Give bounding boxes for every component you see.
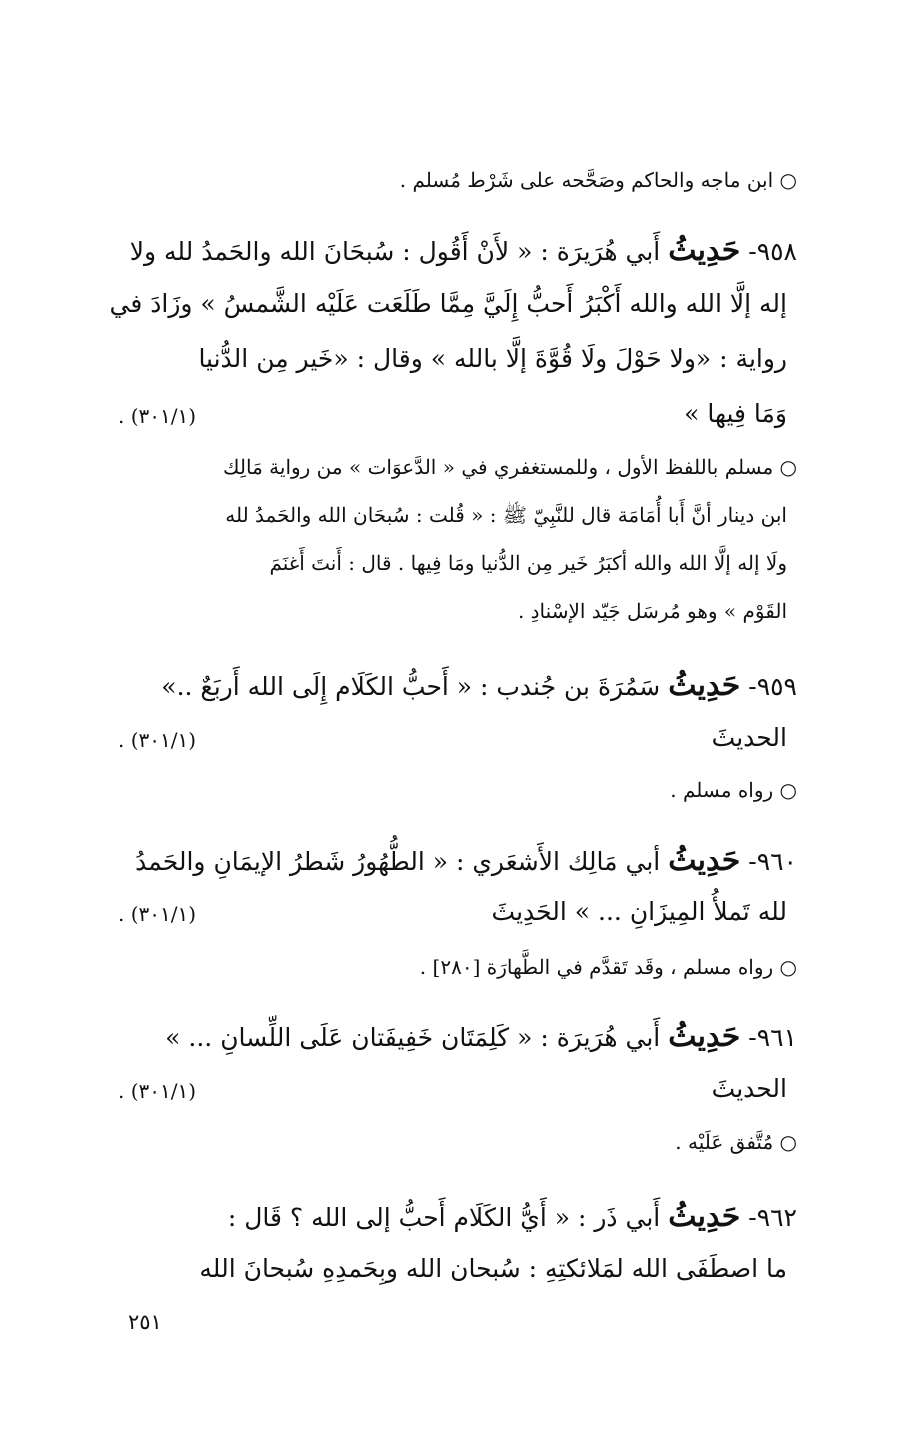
entry-960-ref: (٣٠١/١) .: [118, 902, 197, 926]
hadith-keyword: حَدِيثُ: [668, 233, 741, 268]
entry-958-ref: (٣٠١/١) .: [118, 404, 197, 428]
entry-text: أَبي هُرَيرَة : « كَلِمَتَان خَفِيفَتان عَلَى اللِّسانِ ... »: [165, 1023, 661, 1052]
entry-958-line-3: رواية : «ولا حَوْلَ ولَا قُوَّةَ إلَّا بالله » وقال : «خَير مِن الدُّنيا: [198, 344, 787, 373]
entry-958-line-2: إله إلَّا الله والله أَكْبَرُ أَحبُّ إِلَيَّ مِمَّا طَلَعَت عَلَيْه الشَّمسُ » وزَادَ في: [109, 289, 787, 318]
intro-note: [400, 170, 797, 190]
note-bullet-icon: ○: [773, 455, 797, 479]
entry-958-note-1: ○ مسلم باللفظ الأول ، وللمستغفري في « الدَّعوَات » من رواية مَالِك: [223, 455, 797, 479]
entry-number: ٩٦١-: [748, 1023, 797, 1052]
entry-text: أَبي هُرَيرَة : « لأَنْ أَقُول : سُبحَانَ الله والحَمدُ لله ولا: [129, 237, 661, 266]
entry-958-note-4: القَوْم » وهو مُرسَل جَيّد الإسْنادِ .: [517, 599, 787, 623]
entry-961-note-1: ○ مُتَّفق عَلَيْه .: [675, 1130, 797, 1154]
entry-958-line-1: [129, 233, 797, 268]
page-number: ٢٥١: [128, 1310, 162, 1334]
entry-960-note-1: ○ رواه مسلم ، وقَد تَقدَّم في الطَّهارَة [٢٨٠] .: [419, 955, 797, 979]
note-bullet-icon: ○: [773, 1130, 797, 1154]
entry-961-line-1: [165, 1019, 797, 1054]
entry-text: أبي مَالِك الأَشعَري : « الطُّهُورُ شَطرُ الإيمَانِ والحَمدُ: [135, 847, 661, 876]
entry-959-ref: (٣٠١/١) .: [118, 728, 197, 752]
entry-959-line-1: [161, 668, 797, 703]
entry-958-line-4: وَمَا فِيها »: [684, 399, 787, 428]
entry-number: ٩٦٢-: [748, 1203, 797, 1232]
hadith-keyword: حَدِيثُ: [668, 843, 741, 878]
entry-962-line-2: ما اصطَفَى الله لمَلائكتِهِ : سُبحان الله وبِحَمدِهِ سُبحانَ الله: [199, 1254, 787, 1283]
entry-number: ٩٦٠-: [748, 847, 797, 876]
hadith-keyword: حَدِيثُ: [668, 668, 741, 703]
entry-958-note-2: ابن دينار أنَّ أَبا أُمَامَة قال للنَّبِيّ ﷺ : « قُلت : سُبحَان الله والحَمدُ لله: [225, 503, 787, 527]
entry-962-line-1: [227, 1199, 797, 1234]
entry-text: سَمُرَةَ بن جُندب : « أَحبُّ الكَلَام إِلَى الله أَربَعٌ ..»: [161, 672, 661, 701]
entry-961-ref: (٣٠١/١) .: [118, 1079, 197, 1103]
hadith-keyword: حَدِيثُ: [668, 1019, 741, 1054]
entry-number: ٩٥٩-: [748, 672, 797, 701]
entry-number: ٩٥٨-: [748, 237, 797, 266]
intro-text: ابن ماجه والحاكم وصَحَّحه على شَرْط مُسلم .: [399, 168, 774, 192]
hadith-keyword: حَدِيثُ: [668, 1199, 741, 1234]
note-bullet-icon: ○: [773, 955, 797, 979]
entry-959-line-2: الحديثَ: [711, 723, 787, 752]
note-bullet-icon: ○: [773, 168, 797, 192]
entry-960-line-1: [135, 843, 797, 878]
entry-959-note-1: ○ رواه مسلم .: [670, 778, 797, 802]
entry-958-note-3: ولَا إله إلَّا الله والله أكبَرُ خَير مِن الدُّنيا ومَا فِيها . قال : أَنتَ أَغنَمَ: [269, 551, 787, 575]
entry-text: أَبي ذَر : « أَيُّ الكَلَام أَحبُّ إلى الله ؟ قَال :: [227, 1203, 661, 1232]
entry-961-line-2: الحديثَ: [711, 1074, 787, 1103]
note-bullet-icon: ○: [773, 778, 797, 802]
entry-960-line-2: لله تَملأُ المِيزَانِ ... » الحَدِيثَ: [491, 897, 787, 926]
